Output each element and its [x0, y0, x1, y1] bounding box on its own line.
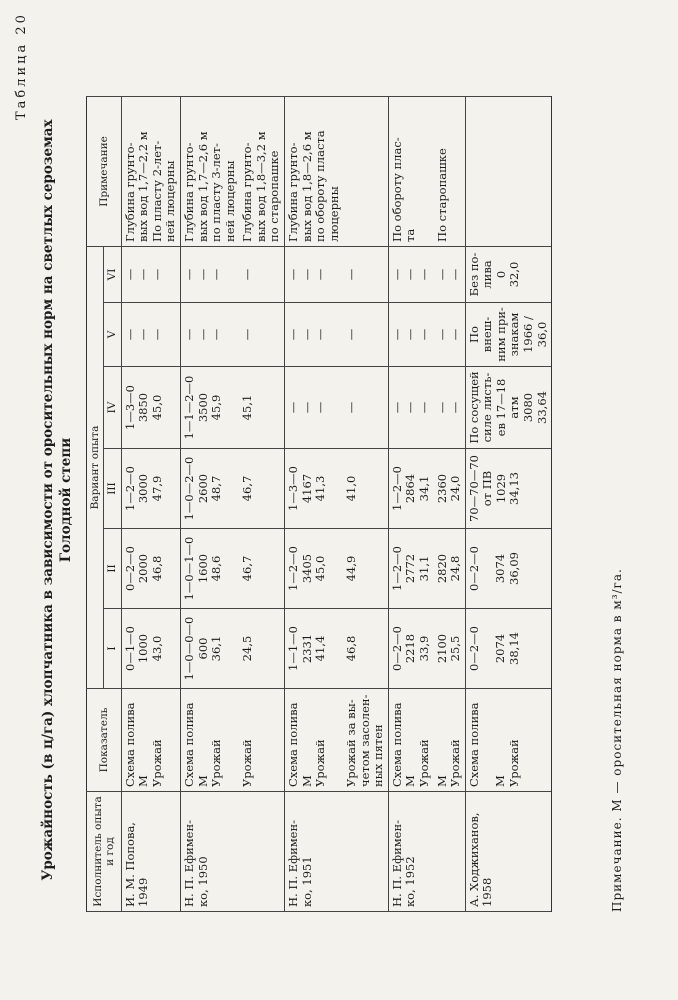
cell-line: 1—2—0 — [122, 466, 137, 511]
cell-line: ко, 1950 — [195, 856, 210, 907]
cell-line: вых вод 1,8—2,6 м — [299, 131, 314, 242]
value-cell — [181, 303, 240, 367]
table-row — [388, 96, 433, 911]
indicator-cell — [434, 689, 466, 792]
cell-line: — — [434, 401, 449, 414]
cell-line: 1—2—0 — [389, 466, 404, 511]
cell-line: та — [403, 228, 418, 242]
value-cell — [284, 303, 343, 367]
cell-line: 1—1—0 — [285, 626, 300, 671]
cell-line: 2331 — [299, 633, 314, 664]
cell-line: — — [434, 268, 449, 281]
value-cell — [434, 303, 466, 367]
indicator-cell — [239, 689, 284, 792]
value-cell — [239, 609, 284, 689]
cell-line: 45,0 — [149, 394, 164, 421]
cell-line: 46,7 — [240, 475, 255, 502]
value-cell — [465, 609, 551, 689]
value-cell — [388, 303, 433, 367]
cell-line: 3850 — [136, 392, 151, 423]
note-header: Примечание — [87, 96, 122, 246]
value-cell — [434, 367, 466, 449]
table-row — [434, 96, 466, 911]
value-cell — [284, 246, 343, 302]
value-cell — [181, 529, 240, 609]
value-cell — [434, 609, 466, 689]
cell-line: Без по- — [466, 252, 481, 297]
value-cell — [388, 529, 433, 609]
value-cell — [343, 303, 388, 367]
cell-line: 24,0 — [448, 475, 463, 502]
col-header-1: I — [104, 609, 121, 689]
table-row — [465, 96, 551, 911]
note-cell — [239, 96, 284, 246]
cell-line: 47,9 — [149, 475, 164, 502]
cell-line: 1029 — [493, 473, 508, 504]
cell-line: вых вод 1,7—2,2 м — [136, 131, 151, 242]
cell-line: 2600 — [195, 473, 210, 504]
cell-line: — — [240, 268, 255, 281]
cell-line: — — [122, 268, 137, 281]
table-body — [121, 96, 551, 911]
value-cell — [121, 367, 180, 449]
cell-line: — — [195, 268, 210, 281]
cell-line: 1—0—1—0 — [182, 536, 196, 601]
cell-line: — — [448, 268, 463, 281]
cell-line: 3500 — [195, 392, 210, 423]
cell-line: — — [240, 328, 255, 341]
table-row — [239, 96, 284, 911]
cell-line: от ПВ — [480, 470, 495, 507]
value-cell — [181, 609, 240, 689]
cell-line: 1—2—0 — [389, 546, 404, 591]
cell-line: 34,13 — [507, 472, 522, 505]
cell-line: 0—2—0 — [466, 546, 481, 591]
cell-line: Схема полива — [285, 702, 300, 787]
cell-line: — — [313, 328, 328, 341]
cell-line: 1600 — [195, 553, 210, 584]
indicator-cell — [181, 689, 240, 792]
value-cell — [434, 449, 466, 529]
cell-line: Глубина грунто- — [182, 142, 196, 242]
cell-line: 1—2—0 — [285, 546, 300, 591]
cell-line: — — [448, 328, 463, 341]
cell-line: 46,8 — [149, 555, 164, 582]
cell-line: Урожай — [506, 739, 521, 787]
cell-line: — — [417, 401, 431, 414]
cell-line: 2000 — [136, 553, 151, 584]
cell-line: Схема полива — [389, 702, 404, 787]
cell-line: ко, 1952 — [403, 856, 418, 907]
cell-line: 24,5 — [240, 635, 255, 662]
value-cell — [284, 367, 343, 449]
cell-line: — — [434, 328, 449, 341]
value-cell — [343, 246, 388, 302]
cell-line: 3405 — [299, 553, 314, 584]
cell-line: 1966 / 36,0 — [520, 316, 549, 353]
cell-line: Урожай — [209, 739, 224, 787]
value-cell — [388, 609, 433, 689]
cell-line: — — [344, 401, 359, 414]
cell-line: Урожай — [240, 739, 255, 787]
cell-line: 1—0—0—0 — [182, 616, 196, 681]
indicator-cell — [121, 689, 180, 792]
cell-line: Урожай за вы- — [344, 699, 359, 787]
footnote: Примечание. М — оросительная норма в м³/га. — [610, 568, 624, 912]
cell-line: — — [389, 401, 404, 414]
cell-line — [481, 693, 494, 787]
cell-line: По старопашке — [434, 148, 449, 242]
cell-line: 44,9 — [344, 555, 359, 582]
cell-line: Н. П. Ефимен- — [182, 819, 196, 907]
cell-line: 0 — [493, 270, 508, 279]
cell-line: Урожай — [417, 739, 431, 787]
cell-line: Урожай — [448, 739, 463, 787]
cell-line: Глубина грунто- — [240, 142, 255, 242]
cell-line: 0—2—0 — [122, 546, 137, 591]
note-cell — [343, 96, 388, 246]
table-row — [121, 96, 180, 911]
value-cell — [239, 303, 284, 367]
value-cell — [181, 449, 240, 529]
cell-line: 33,9 — [417, 635, 431, 662]
cell-line: — — [448, 401, 463, 414]
yield-table — [86, 96, 552, 912]
cell-line: 45,9 — [209, 394, 224, 421]
cell-line: 3000 — [136, 473, 151, 504]
cell-line: — — [195, 328, 210, 341]
value-cell — [239, 529, 284, 609]
cell-line: 1—1—2—0 — [182, 375, 196, 440]
cell-line: 36,1 — [209, 635, 224, 662]
value-cell — [434, 529, 466, 609]
cell-line: по пласту 3-лет- — [209, 143, 224, 242]
value-cell — [465, 303, 551, 367]
cell-line: — — [403, 401, 418, 414]
note-cell — [284, 96, 343, 246]
cell-line: — — [417, 268, 431, 281]
col-header-4: IV — [104, 367, 121, 449]
cell-line: — — [313, 401, 328, 414]
cell-line: — — [344, 328, 359, 341]
cell-line: 45,0 — [313, 555, 328, 582]
cell-line: — — [299, 401, 314, 414]
value-cell — [434, 246, 466, 302]
cell-line: 34,1 — [417, 475, 431, 502]
cell-line: 0—2—0 — [389, 626, 404, 671]
indicator-cell — [284, 689, 343, 792]
cell-line: По сосущей силе листь- — [466, 371, 495, 444]
indicator-cell — [343, 689, 388, 792]
author-cell — [388, 792, 465, 912]
cell-line: ко, 1951 — [299, 856, 314, 907]
value-cell — [343, 609, 388, 689]
value-cell — [121, 449, 180, 529]
cell-line: 41,0 — [344, 475, 359, 502]
cell-line: четом засолен- — [357, 694, 372, 787]
value-cell — [284, 449, 343, 529]
cell-line: — — [299, 328, 314, 341]
cell-line: Урожай — [149, 739, 164, 787]
cell-line: 25,5 — [448, 635, 463, 662]
cell-line: ней люцерны — [222, 160, 237, 242]
cell-line: А. Ходжиханов, — [466, 812, 481, 907]
value-cell — [121, 609, 180, 689]
value-cell — [465, 529, 551, 609]
cell-line: 2864 — [403, 473, 418, 504]
value-cell — [239, 246, 284, 302]
cell-line: 2360 — [434, 473, 449, 504]
cell-line: 1958 — [480, 877, 495, 907]
cell-line: — — [149, 268, 164, 281]
author-cell — [284, 792, 388, 912]
cell-line: — — [313, 268, 328, 281]
cell-line: 48,7 — [209, 475, 224, 502]
table-row — [284, 96, 343, 911]
cell-line: 2074 — [493, 633, 508, 664]
note-cell — [388, 96, 433, 246]
value-cell — [388, 449, 433, 529]
cell-line: — — [403, 268, 418, 281]
cell-line: — — [209, 268, 224, 281]
cell-line: 33,64 — [534, 391, 549, 424]
cell-line: Урожай — [313, 739, 328, 787]
cell-line: вых вод 1,7—2,6 м — [195, 131, 210, 242]
cell-line: — — [182, 268, 196, 281]
cell-line: 600 — [195, 637, 210, 660]
cell-line: люцерны — [326, 186, 341, 242]
cell-line: — — [389, 268, 404, 281]
value-cell — [465, 449, 551, 529]
col-header-6: VI — [104, 246, 121, 302]
indicator-header: Показатель — [87, 689, 122, 792]
cell-line: — — [389, 328, 404, 341]
value-cell — [388, 246, 433, 302]
cell-line: — — [136, 328, 151, 341]
note-cell — [121, 96, 180, 246]
cell-line: — — [122, 328, 137, 341]
cell-line: по обороту пласта — [313, 130, 328, 242]
cell-line: ним при- — [493, 307, 508, 362]
value-cell — [239, 367, 284, 449]
value-cell — [181, 367, 240, 449]
cell-line: — — [209, 328, 224, 341]
cell-line: Глубина грунто- — [285, 142, 300, 242]
cell-line: 31,1 — [417, 555, 431, 582]
cell-line: М — [403, 775, 418, 787]
value-cell — [343, 529, 388, 609]
cell-line: — — [136, 268, 151, 281]
cell-line: 2100 — [434, 633, 449, 664]
author-cell — [465, 792, 551, 912]
cell-line: — — [149, 328, 164, 341]
indicator-cell — [465, 689, 551, 792]
value-cell — [284, 529, 343, 609]
cell-line: 1—3—0 — [285, 466, 300, 511]
variant-header: Вариант опыта — [87, 246, 104, 688]
cell-line: — — [285, 328, 300, 341]
cell-line: 2820 — [434, 553, 449, 584]
cell-line: 41,4 — [313, 635, 328, 662]
cell-line: 24,8 — [448, 555, 463, 582]
cell-line: 3080 — [520, 392, 535, 423]
table-number: Таблица 20 — [14, 12, 29, 120]
cell-line: 32,0 — [507, 261, 522, 288]
cell-line: Н. П. Ефимен- — [389, 819, 404, 907]
cell-line: — — [417, 328, 431, 341]
value-cell — [239, 449, 284, 529]
cell-line: По обороту плас- — [389, 137, 404, 242]
cell-line: М — [136, 775, 151, 787]
cell-line: 1—3—0 — [122, 385, 137, 430]
value-cell — [343, 367, 388, 449]
cell-line: знакам — [507, 312, 522, 357]
cell-line: Схема полива — [182, 702, 196, 787]
value-cell — [181, 246, 240, 302]
cell-line: М — [299, 775, 314, 787]
cell-line: По пласту 2-лет- — [149, 140, 164, 242]
note-cell — [465, 96, 551, 246]
cell-line: 43,0 — [149, 635, 164, 662]
cell-line: 2772 — [403, 553, 418, 584]
table-row — [181, 96, 240, 911]
author-cell — [181, 792, 285, 912]
cell-line: ных пятен — [371, 724, 386, 787]
cell-line: вых вод 1,8—3,2 м — [253, 131, 268, 242]
cell-line: — — [344, 268, 359, 281]
cell-line: ев 17—18 атм — [493, 378, 522, 437]
value-cell — [121, 529, 180, 609]
value-cell — [121, 246, 180, 302]
cell-line: — — [182, 328, 196, 341]
note-cell — [434, 96, 466, 246]
table-title: Урожайность (в ц/га) хлопчатника в зависимости от оросительных норм на светлых сероземах — [40, 119, 56, 881]
cell-line: Схема полива — [466, 702, 481, 787]
cell-line: 4167 — [299, 473, 314, 504]
cell-line: 1—0—2—0 — [182, 456, 196, 521]
cell-line: 38,14 — [506, 632, 521, 665]
cell-line: По внеш- — [466, 316, 495, 353]
cell-line: 1949 — [136, 877, 151, 907]
value-cell — [465, 246, 551, 302]
cell-line: М — [434, 775, 449, 787]
table-row — [343, 96, 388, 911]
cell-line: 3074 — [493, 553, 508, 584]
cell-line: ней люцерны — [163, 160, 178, 242]
value-cell — [343, 449, 388, 529]
cell-line: по старопашке — [267, 150, 282, 242]
table-title-line2: Голодной степи — [58, 437, 74, 563]
cell-line: 36,09 — [506, 552, 521, 585]
value-cell — [121, 303, 180, 367]
author-cell — [121, 792, 180, 912]
cell-line: 70—70—70 — [466, 455, 481, 522]
cell-line: М — [493, 775, 508, 787]
value-cell — [465, 367, 551, 449]
cell-line: 0—1—0 — [122, 626, 137, 671]
cell-line: — — [299, 268, 314, 281]
cell-line: — — [285, 268, 300, 281]
col-header-3: III — [104, 449, 121, 529]
author-header: Исполнитель опыта и год — [87, 792, 122, 912]
col-header-5: V — [104, 303, 121, 367]
cell-line: Глубина грунто- — [122, 142, 137, 242]
cell-line: 1000 — [136, 633, 151, 664]
value-cell — [284, 609, 343, 689]
cell-line: 48,6 — [209, 555, 224, 582]
cell-line: Схема полива — [122, 702, 137, 787]
cell-line: — — [403, 328, 418, 341]
note-cell — [181, 96, 240, 246]
value-cell — [388, 367, 433, 449]
indicator-cell — [388, 689, 433, 792]
cell-line: 46,7 — [240, 555, 255, 582]
cell-line: 41,3 — [313, 475, 328, 502]
cell-line: М — [195, 775, 210, 787]
cell-line: И. М. Попова, — [122, 822, 137, 907]
col-header-2: II — [104, 529, 121, 609]
cell-line: 0—2—0 — [466, 626, 481, 671]
cell-line: лива — [480, 260, 495, 289]
cell-line: Н. П. Ефимен- — [285, 819, 300, 907]
cell-line: 46,8 — [344, 635, 359, 662]
cell-line: 2218 — [403, 633, 418, 664]
cell-line: — — [285, 401, 300, 414]
cell-line: 45,1 — [240, 394, 255, 421]
